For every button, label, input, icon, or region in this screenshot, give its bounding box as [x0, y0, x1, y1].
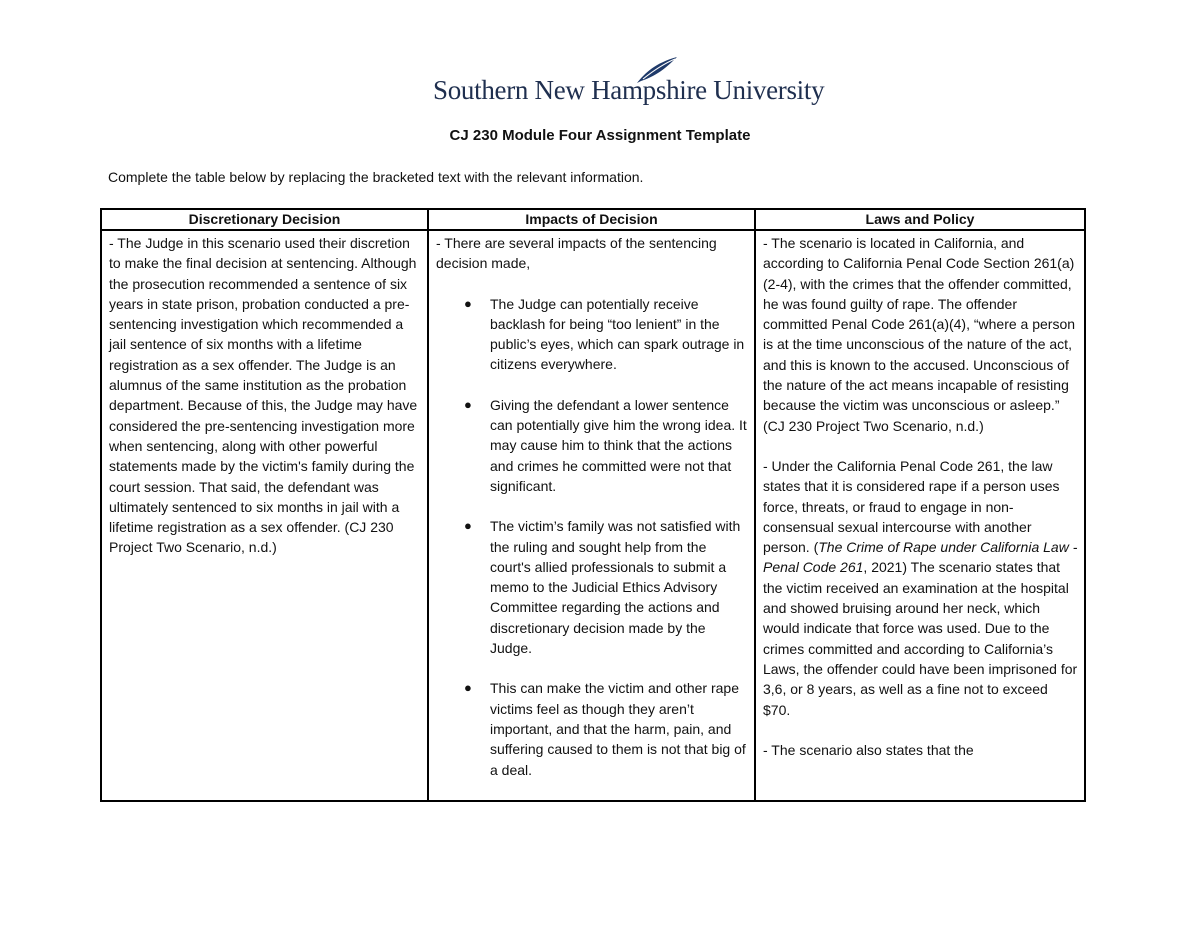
citation-title: The Crime of Rape under California Law - Penal Code 261 — [763, 539, 1078, 576]
leaf-icon — [633, 55, 679, 85]
laws-paragraph-3: - The scenario also states that the — [763, 741, 974, 758]
impact-item-text: The Judge can potentially receive backlash for being “too lenient” in the public’s eyes, which can spark outrage in citizens everywhere. — [490, 295, 745, 373]
list-item — [436, 294, 748, 375]
impacts-list — [436, 294, 748, 780]
cell-impacts-of-decision — [428, 230, 755, 801]
header-laws-and-policy: Laws and Policy — [755, 209, 1085, 230]
list-item — [436, 678, 748, 779]
bullet-icon: ● — [464, 396, 472, 412]
instructions-text: Complete the table below by replacing the bracketed text with the relevant information. — [108, 169, 644, 185]
discretionary-decision-text: - The Judge in this scenario used their discretion to make the final decision at sentencing. Although the prosecution recommended a sentence of six years in state prison, probation conducted a pre-sentencing investigation which recommended a jail sentence of six months with a lifetime registration as a sex offender. The Judge is an alumnus of the same institution as the probation department. Because of this, the Judge may have considered the pre-sentencing investigation more when sentencing, along with other powerful statements made by the victim's family during the court session. That said, the defendant was ultimately sentenced to six months in jail with a lifetime registration as a sex offender. (CJ 230 Project Two Scenario, n.d.) — [109, 235, 418, 556]
header-discretionary-decision: Discretionary Decision — [101, 209, 428, 230]
impacts-intro-text: - There are several impacts of the sentencing decision made, — [436, 235, 717, 272]
header-impacts-of-decision: Impacts of Decision — [428, 209, 755, 230]
cell-laws-and-policy — [755, 230, 1085, 801]
university-logo — [433, 55, 825, 107]
laws-paragraph-1: - The scenario is located in California, and according to California Penal Code Section 261(a)(2-4), with the crimes that the offender committed, he was found guilty of rape. The offender committed Penal Code 261(a)(4), “where a person is at the time unconscious of the nature of the act, and this is known to the accused. Unconscious of the nature of the act means incapable of resisting because the victim was unconscious or asleep.” (CJ 230 Project Two Scenario, n.d.) — [763, 235, 1076, 434]
impact-item-text: This can make the victim and other rape victims feel as though they aren’t important, and that the harm, pain, and suffering caused to them is not that big of a deal. — [490, 680, 746, 778]
bullet-icon: ● — [464, 680, 472, 696]
logo-text: Southern New Hampshire University — [433, 75, 825, 105]
laws-paragraph-2: - Under the California Penal Code 261, the law states that it is considered rape if a person uses force, threats, or fraud to engage in non-consensual sexual intercourse with another person. (The Crime of Rape under California Law - Penal Code 261, 2021) The scenario states that the victim received an examination at the hospital and showed bruising around her neck, which would indicate that force was used. Due to the crimes committed and according to California’s Laws, the offender could have been imprisoned for 3,6, or 8 years, as well as a fine not to exceed $70. — [763, 457, 1078, 718]
list-item — [436, 516, 748, 658]
bullet-icon: ● — [464, 518, 472, 534]
list-item — [436, 395, 748, 496]
document-title: CJ 230 Module Four Assignment Template — [449, 127, 751, 144]
table-header-row — [101, 209, 1085, 230]
impact-item-text: Giving the defendant a lower sentence can potentially give him the wrong idea. It may cause him to think that the actions and crimes he committed were not that significant. — [490, 396, 747, 494]
impact-item-text: The victim’s family was not satisfied with the ruling and sought help from the court's allied professionals to submit a memo to the Judicial Ethics Advisory Committee regarding the actions and discretionary decision made by the Judge. — [490, 518, 741, 657]
bullet-icon: ● — [464, 295, 472, 311]
cell-discretionary-decision — [101, 230, 428, 801]
table-row — [101, 230, 1085, 801]
assignment-table — [100, 208, 1086, 802]
